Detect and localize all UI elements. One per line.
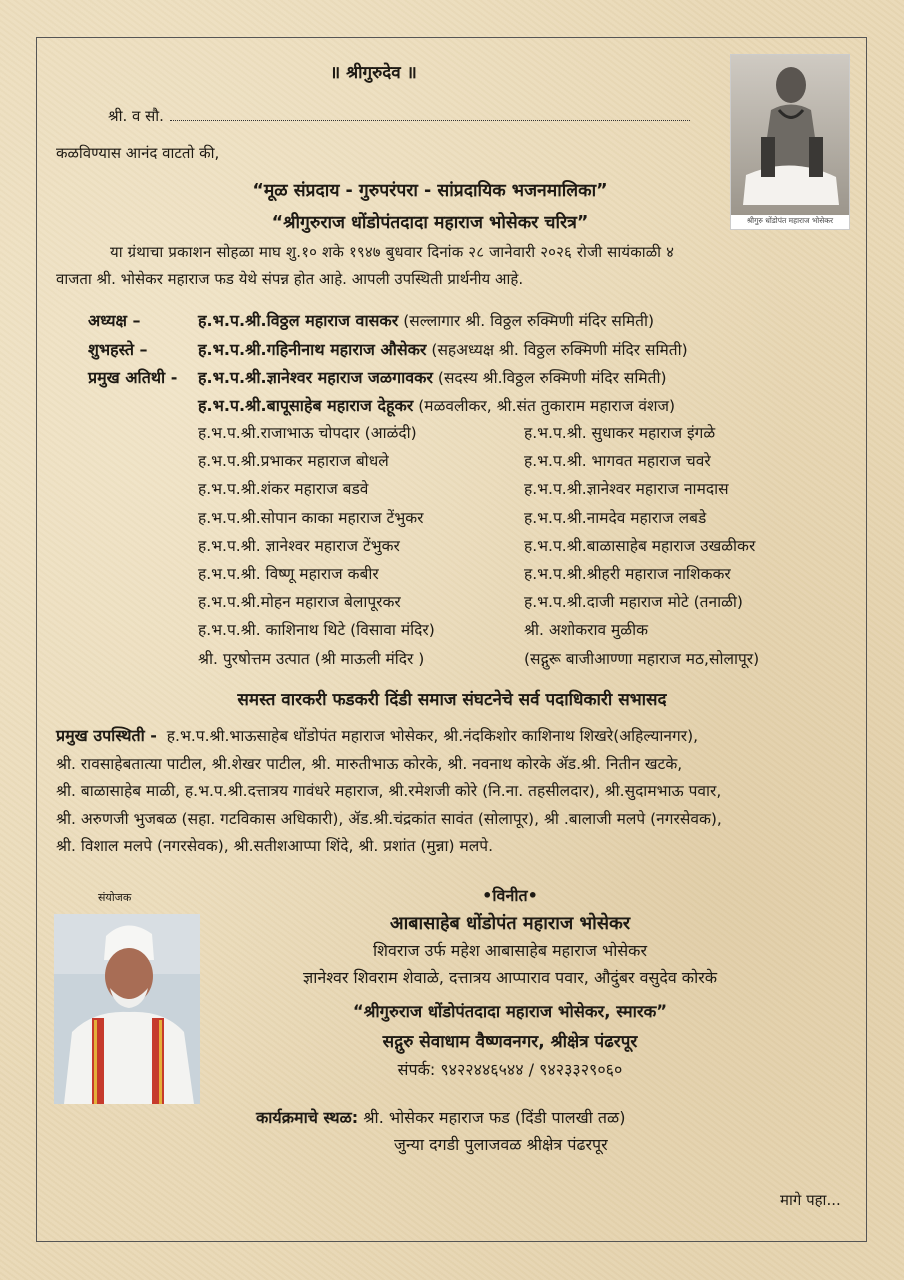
guest-right-item: श्री. अशोकराव मुळीक bbox=[524, 621, 649, 640]
guest-left-item: ह.भ.प.श्री.शंकर महाराज बडवे bbox=[198, 480, 369, 499]
auspicious-label: शुभहस्ते – bbox=[88, 340, 148, 359]
organiser-label: संयोजक bbox=[98, 891, 132, 904]
venue-line2: जुन्या दगडी पुलाजवळ श्रीक्षेत्र पंढरपूर bbox=[394, 1135, 608, 1154]
announcement-line2: वाजता श्री. भोसेकर महाराज फड येथे संपन्न होत आहे. आपली उपस्थिती प्रार्थनीय आहे. bbox=[56, 270, 524, 288]
guest-right-item: ह.भ.प.श्री.ज्ञानेश्वर महाराज नामदास bbox=[524, 480, 729, 499]
guests-left-column bbox=[198, 421, 518, 675]
guru-photo bbox=[730, 54, 850, 230]
president-name: ह.भ.प.श्री.विठ्ठल महाराज वासकर bbox=[198, 311, 399, 330]
guest2-row bbox=[198, 394, 675, 416]
guest2-note: (मळवलीकर, श्री.संत तुकाराम महाराज वंशज) bbox=[418, 397, 676, 415]
guest-right-item: (सद्गुरू बाजीआण्णा महाराज मठ,सोलापूर) bbox=[524, 649, 760, 668]
intro-text: कळविण्यास आनंद वाटतो की, bbox=[56, 144, 220, 162]
vinit-label: •विनीत• bbox=[482, 886, 538, 905]
salutation: श्री. व सौ. bbox=[108, 107, 164, 125]
book-title-line1: “मूळ संप्रदाय - गुरुपरंपरा - सांप्रदायिक भजनमालिका” bbox=[252, 181, 608, 201]
presence-line: श्री. रावसाहेबतात्या पाटील, श्री.शेखर पाटील, श्री. मारुतीभाऊ कोरके, श्री. नवनाथ कोरके ॲड.श्री. नितीन खटके, bbox=[56, 754, 683, 773]
committee-names: ज्ञानेश्वर शिवराम शेवाळे, दत्तात्रय आप्पाराव पवार, औदुंबर वसुदेव कोरके bbox=[302, 968, 718, 987]
venue-line1 bbox=[256, 1106, 625, 1128]
guest-left-item: ह.भ.प.श्री.राजाभाऊ चोपदार (आळंदी) bbox=[198, 424, 417, 442]
announcement-line1: या ग्रंथाचा प्रकाशन सोहळा माघ शु.१० शके १९४७ बुधवार दिनांक २८ जानेवारी २०२६ रोजी सायंकाळी ४ bbox=[110, 243, 675, 261]
guest-left-item: ह.भ.प.श्री. विष्णू महाराज कबीर bbox=[198, 564, 379, 583]
book-title-line2: “श्रीगुरुराज धोंडोपंतदादा महाराज भोसेकर चरित्र” bbox=[271, 213, 589, 233]
presence-text: ह.भ.प.श्री.भाऊसाहेब धोंडोपंत महाराज भोसेकर, श्री.नंदकिशोर काशिनाथ शिखरे(अहिल्यानगर), bbox=[166, 727, 699, 745]
venue-place: श्री. भोसेकर महाराज फड (दिंडी पालखी तळ) bbox=[363, 1108, 626, 1127]
presence-line: श्री. अरुणजी भुजबळ (सहा. गटविकास अधिकारी), ॲड.श्री.चंद्रकांत सावंत (सोलापूर), श्री .बालाजी मलपे (नगरसेवक), bbox=[56, 809, 722, 828]
guest-right-item: ह.भ.प.श्री.दाजी महाराज मोटे (तनाळी) bbox=[524, 593, 743, 612]
guest-left-item: ह.भ.प.श्री.सोपान काका महाराज टेंभुकर bbox=[198, 508, 424, 527]
contact-numbers: संपर्क: ९४२२४४६५४४ / ९४२३३२९०६० bbox=[397, 1060, 623, 1079]
presence-line bbox=[56, 722, 856, 751]
guest-left-item: श्री. पुरषोत्तम उत्पात (श्री माऊली मंदिर ) bbox=[198, 649, 425, 668]
guest-right-item: ह.भ.प.श्री.श्रीहरी महाराज नाशिककर bbox=[524, 564, 731, 583]
guest-left-item: ह.भ.प.श्री.मोहन महाराज बेलापूरकर bbox=[198, 593, 401, 612]
guest-left-item: ह.भ.प.श्री.प्रभाकर महाराज बोधले bbox=[198, 452, 389, 471]
salutation-line bbox=[108, 106, 690, 126]
guest-right-item: ह.भ.प.श्री.नामदेव महाराज लबडे bbox=[524, 508, 707, 527]
co-organiser-name: शिवराज उर्फ महेश आबासाहेब महाराज भोसेकर bbox=[373, 941, 647, 960]
memorial-name: “श्रीगुरुराज धोंडोपंतदादा महाराज भोसेकर, स्मारक” bbox=[352, 1002, 668, 1021]
invocation-header: ॥ श्रीगुरुदेव ॥ bbox=[330, 63, 417, 83]
guest-left-item: ह.भ.प.श्री. काशिनाथ थिटे (विसावा मंदिर) bbox=[198, 621, 435, 640]
see-overleaf: मागे पहा... bbox=[780, 1191, 841, 1209]
guest-right-item: ह.भ.प.श्री. भागवत महाराज चवरे bbox=[524, 452, 711, 471]
society-line: समस्त वारकरी फडकरी दिंडी समाज संघटनेचे सर्व पदाधिकारी सभासद bbox=[237, 690, 667, 710]
name-blank-line bbox=[170, 108, 690, 121]
venue-label: कार्यक्रमाचे स्थळ: bbox=[256, 1108, 359, 1127]
chief-guest-note: (सदस्य श्री.विठ्ठल रुक्मिणी मंदिर समिती) bbox=[437, 369, 667, 387]
guru-photo-caption: श्रीगुरु धोंडोपंत महाराज भोसेकर bbox=[746, 216, 834, 225]
auspicious-note: (सहअध्यक्ष श्री. विठ्ठल रुक्मिणी मंदिर समिती) bbox=[431, 341, 688, 359]
president-label: अध्यक्ष – bbox=[88, 311, 141, 330]
chief-guest-name: ह.भ.प.श्री.ज्ञानेश्वर महाराज जळगावकर bbox=[198, 368, 433, 387]
guest-left-item: ह.भ.प.श्री. ज्ञानेश्वर महाराज टेंभुकर bbox=[198, 536, 400, 555]
presence-paragraph bbox=[56, 722, 856, 861]
president-row bbox=[198, 309, 654, 331]
organiser-name: आबासाहेब धोंडोपंत महाराज भोसेकर bbox=[389, 913, 631, 934]
guest2-name: ह.भ.प.श्री.बापूसाहेब महाराज देहूकर bbox=[198, 396, 414, 415]
guest-right-item: ह.भ.प.श्री.बाळासाहेब महाराज उखळीकर bbox=[524, 536, 756, 555]
chief-guest-label: प्रमुख अतिथी - bbox=[88, 368, 178, 387]
auspicious-name: ह.भ.प.श्री.गहिनीनाथ महाराज औसेकर bbox=[198, 340, 427, 359]
organiser-photo bbox=[54, 914, 200, 1104]
memorial-address: सद्गुरु सेवाधाम वैष्णवनगर, श्रीक्षेत्र पंढरपूर bbox=[382, 1032, 638, 1052]
presence-line: श्री. विशाल मलपे (नगरसेवक), श्री.सतीशआप्पा शिंदे, श्री. प्रशांत (मुन्ना) मलपे. bbox=[56, 837, 494, 855]
guests-right-column bbox=[524, 421, 844, 675]
presence-line: श्री. बाळासाहेब माळी, ह.भ.प.श्री.दत्तात्रय गावंधरे महाराज, श्री.रमेशजी कोरे (नि.ना. तहसीलदार), श्री.सुदामभाऊ पवार, bbox=[56, 782, 722, 800]
presence-label: प्रमुख उपस्थिती - bbox=[56, 726, 157, 745]
auspicious-row bbox=[198, 338, 688, 360]
chief-guest-row bbox=[198, 366, 667, 388]
guest-right-item: ह.भ.प.श्री. सुधाकर महाराज इंगळे bbox=[524, 424, 716, 442]
president-note: (सल्लागार श्री. विठ्ठल रुक्मिणी मंदिर समिती) bbox=[403, 312, 655, 330]
